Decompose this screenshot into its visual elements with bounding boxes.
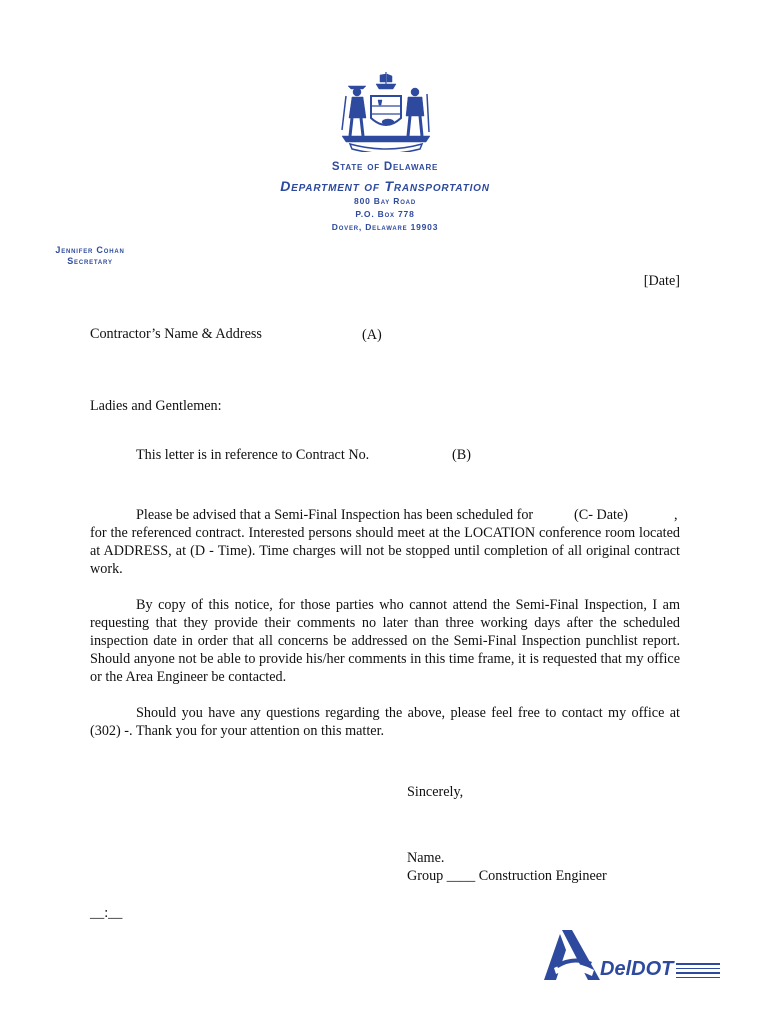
letter-date: [Date] bbox=[643, 273, 680, 289]
paragraph-comments: By copy of this notice, for those parties who cannot attend the Semi-Final Inspection, I am requesting that they provide their comments no later than three working days after the scheduled inspection date in order that all concerns be addressed on the Semi-Final Inspection punchlist report. Should anyone not be able to provide his/her comments in this time frame, it is requested that my office or the Area Engineer be contacted. bbox=[90, 597, 680, 685]
inspection-details-text: for the referenced contract. Interested persons should meet at the LOCATION conference room located at ADDRESS, at (D - Time). Time charges will not be stopped until completion of all original contract work. bbox=[90, 525, 680, 577]
paragraph-inspection bbox=[90, 506, 680, 578]
inspection-date-comma: , bbox=[674, 507, 678, 523]
deldot-logo bbox=[542, 928, 722, 984]
signer-name: Name. bbox=[407, 850, 445, 866]
contract-reference: This letter is in reference to Contract No. bbox=[136, 447, 370, 463]
salutation: Ladies and Gentlemen: bbox=[90, 398, 222, 414]
letterhead-address-road: 800 Bay Road bbox=[354, 196, 416, 206]
signer-title: Group ____ Construction Engineer bbox=[407, 868, 607, 884]
secretary-name: Jennifer Cohan bbox=[55, 245, 125, 255]
deldot-logo-text: DelDOT bbox=[600, 958, 674, 980]
recipient-marker: (A) bbox=[362, 327, 382, 343]
letterhead-department: Department of Transportation bbox=[280, 178, 490, 194]
letterhead-address-city: Dover, Delaware 19903 bbox=[331, 222, 439, 232]
letterhead-address-box: P.O. Box 778 bbox=[355, 209, 415, 219]
initials-line: __:__ bbox=[90, 905, 123, 921]
secretary-title: Secretary bbox=[67, 256, 113, 266]
contract-reference-marker: (B) bbox=[452, 447, 471, 463]
recipient-name-address: Contractor’s Name & Address bbox=[90, 326, 262, 342]
closing: Sincerely, bbox=[407, 784, 464, 800]
deldot-logo-lines bbox=[676, 963, 720, 978]
inspection-date-placeholder: (C- Date) bbox=[574, 507, 628, 523]
inspection-scheduled-text: Please be advised that a Semi-Final Inspection has been scheduled for bbox=[136, 507, 534, 523]
state-seal bbox=[336, 70, 436, 152]
deldot-logo-icon bbox=[542, 928, 602, 984]
letterhead-state: State of Delaware bbox=[331, 161, 439, 173]
paragraph-contact: Should you have any questions regarding the above, please feel free to contact my office at (302) -. Thank you for your attention on this matter. bbox=[90, 705, 680, 739]
delaware-state-seal-icon bbox=[336, 70, 436, 152]
